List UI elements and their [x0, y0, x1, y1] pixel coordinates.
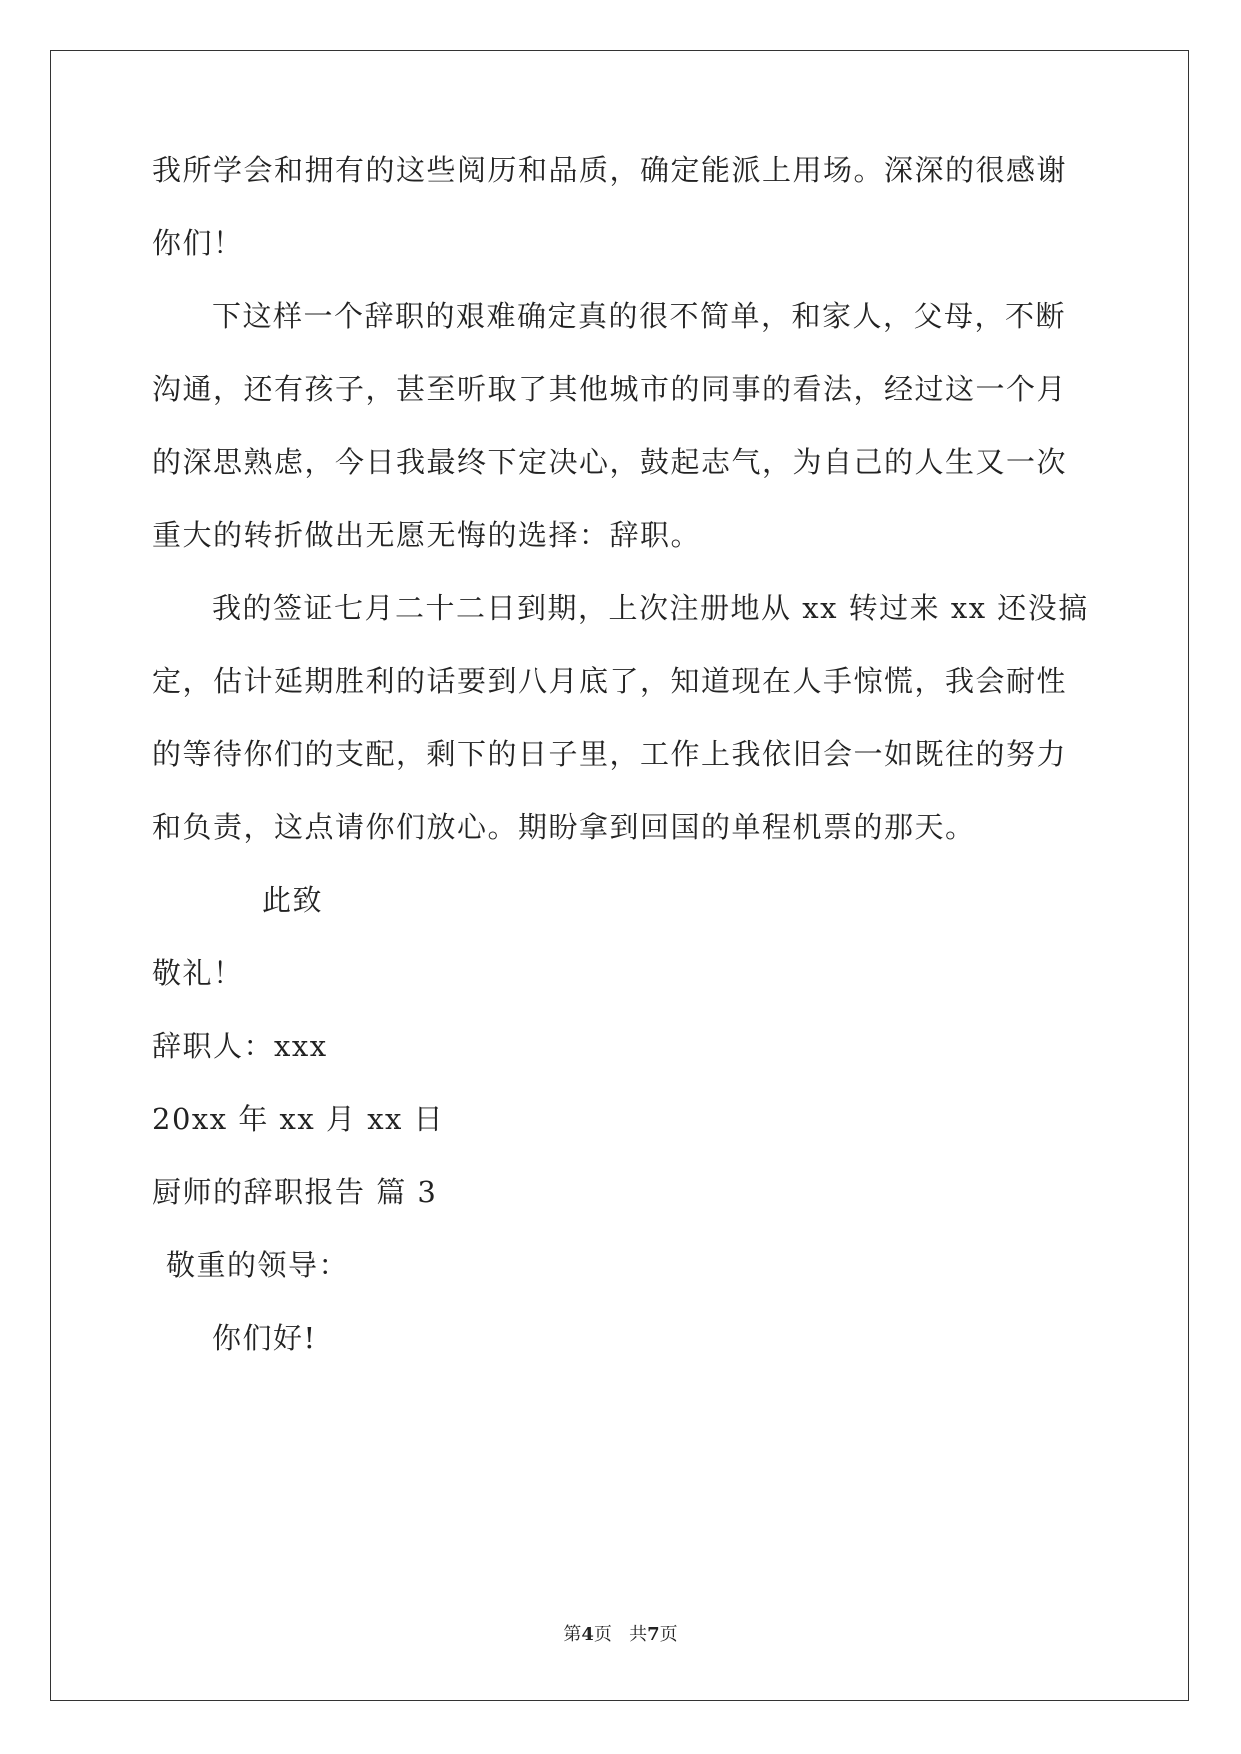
- closing-salute: 此致: [262, 883, 324, 917]
- page-footer: [0, 1623, 1241, 1647]
- footer-total-prefix: 共: [629, 1624, 648, 1645]
- footer-page-suffix: 页: [593, 1624, 612, 1645]
- footer-total-pages: 7: [647, 1624, 660, 1645]
- body-line-3: 下这样一个辞职的艰难确定真的很不简单，和家人，父母，不断: [212, 299, 1067, 333]
- body-line-1: 我所学会和拥有的这些阅历和品质，确定能派上用场。深深的很感谢: [152, 153, 1068, 187]
- body-line-7: 我的签证七月二十二日到期，上次注册地从 xx 转过来 xx 还没搞: [212, 591, 1089, 625]
- body-line-8: 定，估计延期胜利的话要到八月底了，知道现在人手惊慌，我会耐性: [152, 664, 1068, 698]
- section-heading: 厨师的辞职报告 篇 3: [152, 1175, 438, 1209]
- salutation: 敬重的领导：: [166, 1248, 350, 1282]
- body-line-10: 和负责，这点请你们放心。期盼拿到回国的单程机票的那天。: [152, 810, 976, 844]
- signature-line: 辞职人：xxx: [152, 1029, 328, 1063]
- footer-prefix: 第: [563, 1624, 582, 1645]
- date-line: 20xx 年 xx 月 xx 日: [152, 1102, 445, 1136]
- body-line-9: 的等待你们的支配，剩下的日子里，工作上我依旧会一如既往的努力: [152, 737, 1068, 771]
- body-line-5: 的深思熟虑，今日我最终下定决心，鼓起志气，为自己的人生又一次: [152, 445, 1068, 479]
- closing-regards: 敬礼！: [152, 956, 244, 990]
- greeting: 你们好!: [212, 1321, 317, 1355]
- body-line-4: 沟通，还有孩子，甚至听取了其他城市的同事的看法，经过这一个月: [152, 372, 1068, 406]
- body-line-2: 你们！: [152, 226, 244, 260]
- footer-page-number: 4: [581, 1624, 594, 1645]
- body-line-6: 重大的转折做出无愿无悔的选择：辞职。: [152, 518, 702, 552]
- footer-total-suffix: 页: [659, 1624, 678, 1645]
